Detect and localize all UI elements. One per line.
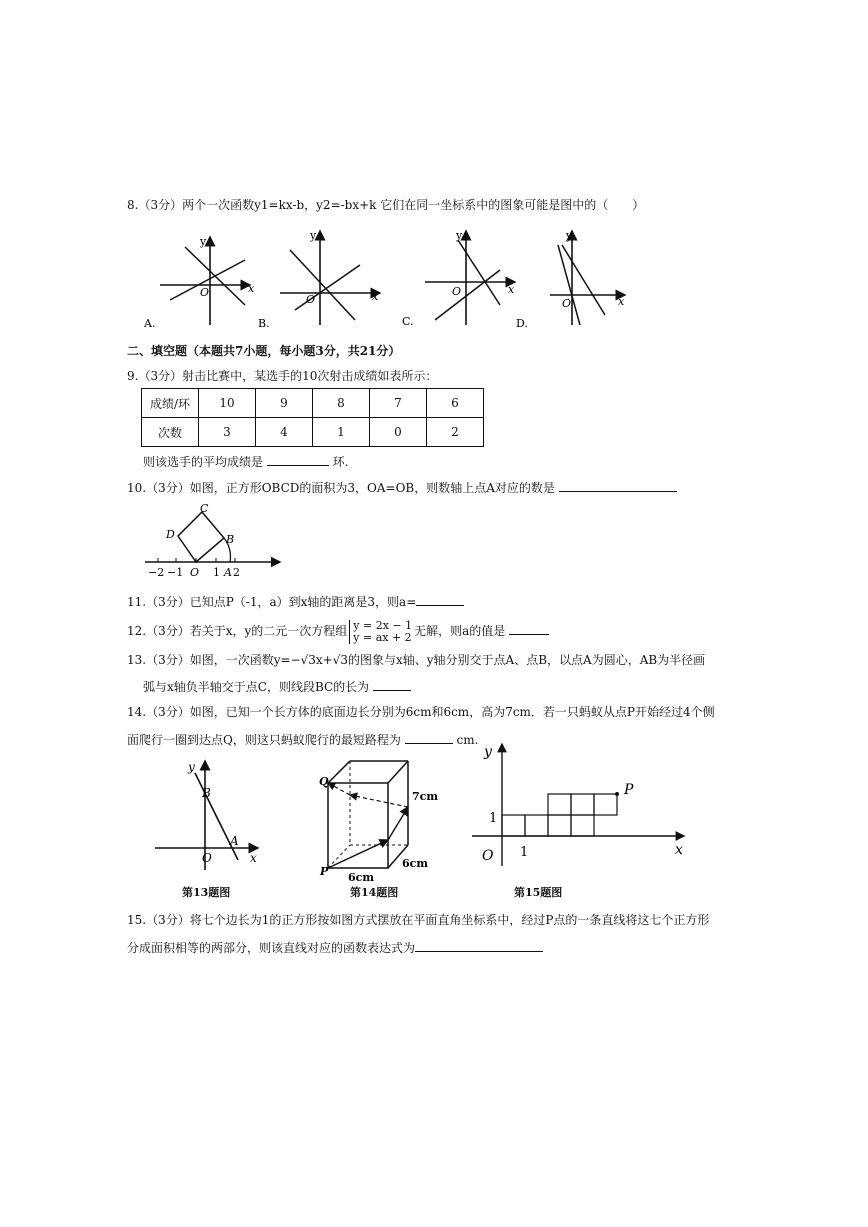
fig15-y-label: y <box>484 744 492 760</box>
figure-13 <box>150 755 270 875</box>
q10-tick-2: 2 <box>233 566 240 579</box>
graph-a-origin: O <box>200 286 210 299</box>
q15-line2-text: 分成面积相等的两部分，则该直线对应的函数表达式为 <box>127 941 416 955</box>
option-b-label: B. <box>258 317 270 330</box>
answer-blank[interactable] <box>405 731 453 744</box>
q8-y2: y2=-bx+k <box>316 198 377 212</box>
question-13-line1: 13.（3分）如图，一次函数y=−√3x+√3的图象与x轴、y轴分别交于点A、点B，以点A为圆心，AB为半径画 <box>127 653 706 667</box>
question-12 <box>127 618 549 644</box>
table-cell: 8 <box>313 389 370 418</box>
q10-label-a: A <box>224 566 232 579</box>
graph-c-origin: O <box>452 285 462 298</box>
question-14-line1: 14.（3分）如图，已知一个长方体的底面边长分别为6cm和6cm，高为7cm．若一只蚂蚁从点P开始经过4个侧 <box>127 705 715 719</box>
graph-d-y-label: y <box>566 229 573 242</box>
q8-suffix: 它们在同一坐标系中的图象可能是图中的（ ） <box>380 198 645 212</box>
graph-a-x-label: x <box>248 282 255 295</box>
question-9: 9.（3分）射击比赛中，某选手的10次射击成绩如表所示： <box>127 369 438 383</box>
graph-c-x-label: x <box>508 283 515 296</box>
fig14-height-label: 7cm <box>412 790 438 803</box>
q12-equation-system <box>349 620 412 644</box>
fig13-x-label: x <box>250 851 257 865</box>
q10-label-b: B <box>226 533 235 546</box>
table-row <box>142 389 484 418</box>
figure-14 <box>318 755 438 885</box>
fig15-o-label: O <box>482 848 494 864</box>
graph-option-d <box>516 229 625 330</box>
table-cell: 0 <box>370 418 427 447</box>
question-10 <box>127 479 677 496</box>
q8-y1: y1=kx-b <box>254 198 305 212</box>
q10-tick-neg2: −2 <box>148 566 165 579</box>
q11-text: 11.（3分）已知点P（-1，a）到x轴的距离是3，则a= <box>127 595 417 609</box>
answer-blank[interactable] <box>509 622 549 635</box>
fig15-p-label: P <box>624 782 634 798</box>
answer-blank[interactable] <box>559 479 677 492</box>
fig15-one-y-label: 1 <box>489 811 498 826</box>
answer-blank[interactable] <box>415 939 543 952</box>
table-cell: 9 <box>256 389 313 418</box>
table-row <box>142 418 484 447</box>
fig14-p-label: P <box>320 865 329 878</box>
table-cell: 1 <box>313 418 370 447</box>
answer-blank[interactable] <box>416 593 464 606</box>
figure-14-caption: 第14题图 <box>350 886 399 899</box>
q10-label-d: D <box>166 528 175 541</box>
q10-figure <box>140 500 290 580</box>
q10-tick-1: 1 <box>213 566 220 579</box>
q10-tick-neg1: −1 <box>167 566 184 579</box>
question-15-line2 <box>127 939 543 956</box>
fig13-y-label: y <box>188 760 195 774</box>
graph-option-b <box>258 229 380 330</box>
q9-after-prefix: 则该选手的平均成绩是 <box>143 455 264 469</box>
graph-a-y-label: y <box>200 235 207 248</box>
graph-option-a <box>143 235 255 330</box>
q9-answer-line <box>143 453 349 470</box>
table-cell: 次数 <box>142 418 199 447</box>
graph-b-x-label: x <box>372 290 379 303</box>
q10-label-o: O <box>190 566 200 579</box>
fig14-width1-label: 6cm <box>348 871 374 884</box>
question-8 <box>127 197 644 213</box>
fig14-width2-label: 6cm <box>402 857 428 870</box>
q12-eq1: y = 2x − 1 <box>353 618 413 632</box>
answer-blank[interactable] <box>373 678 411 691</box>
question-14-line2 <box>127 731 478 748</box>
fig15-one-x-label: 1 <box>520 845 529 860</box>
figure-15 <box>472 738 692 868</box>
fig15-x-label: x <box>675 842 683 858</box>
graph-option-c <box>402 229 515 328</box>
table-cell: 7 <box>370 389 427 418</box>
q8-prefix: 8.（3分）两个一次函数 <box>127 198 255 212</box>
q12-suffix: 无解，则a的值是 <box>414 624 506 638</box>
q13-line2-text: 弧与x轴负半轴交于点C，则线段BC的长为 <box>143 680 370 694</box>
q12-prefix: 12.（3分）若关于x，y的二元一次方程组 <box>127 624 348 638</box>
graph-b-y-label: y <box>310 229 317 242</box>
question-11 <box>127 593 464 610</box>
table-cell: 成绩/环 <box>142 389 199 418</box>
table-cell: 10 <box>199 389 256 418</box>
table-cell: 2 <box>427 418 484 447</box>
graph-b-origin: O <box>306 293 316 306</box>
q12-eq2: y = ax + 2 <box>353 630 412 644</box>
question-13-line2 <box>143 678 411 695</box>
option-c-label: C. <box>402 315 414 328</box>
graph-d-origin: O <box>562 297 572 310</box>
fig13-a-label: A <box>230 834 239 848</box>
question-15-line1: 15.（3分）将七个边长为1的正方形按如图方式摆放在平面直角坐标系中，经过P点的一条直线将这七个正方形 <box>127 913 710 927</box>
figure-13-caption: 第13题图 <box>182 886 231 899</box>
q9-score-table <box>141 388 484 447</box>
graph-c-y-label: y <box>456 229 463 242</box>
section-2-title: 二、填空题（本题共7小题，每小题3分，共21分） <box>127 344 401 358</box>
fig13-b-label: B <box>202 786 211 800</box>
table-cell: 3 <box>199 418 256 447</box>
figure-15-caption: 第15题图 <box>514 886 563 899</box>
graph-d-x-label: x <box>618 295 625 308</box>
q8-option-graphs <box>130 225 640 335</box>
q10-text: 10.（3分）如图，正方形OBCD的面积为3，OA=OB，则数轴上点A对应的数是 <box>127 481 555 495</box>
answer-blank[interactable] <box>267 453 329 466</box>
table-cell: 4 <box>256 418 313 447</box>
fig14-q-label: Q <box>319 775 329 788</box>
q9-after-suffix: 环. <box>332 455 349 469</box>
fig13-o-label: O <box>202 851 212 865</box>
q8-sep: ， <box>304 198 317 212</box>
option-a-label: A. <box>144 317 156 330</box>
q14-line2-text: 面爬行一圈到达点Q，则这只蚂蚁爬行的最短路程为 <box>127 733 401 747</box>
option-d-label: D. <box>516 317 528 330</box>
table-cell: 6 <box>427 389 484 418</box>
q10-label-c: C <box>200 502 209 515</box>
q14-line2-suffix: cm. <box>456 733 479 747</box>
